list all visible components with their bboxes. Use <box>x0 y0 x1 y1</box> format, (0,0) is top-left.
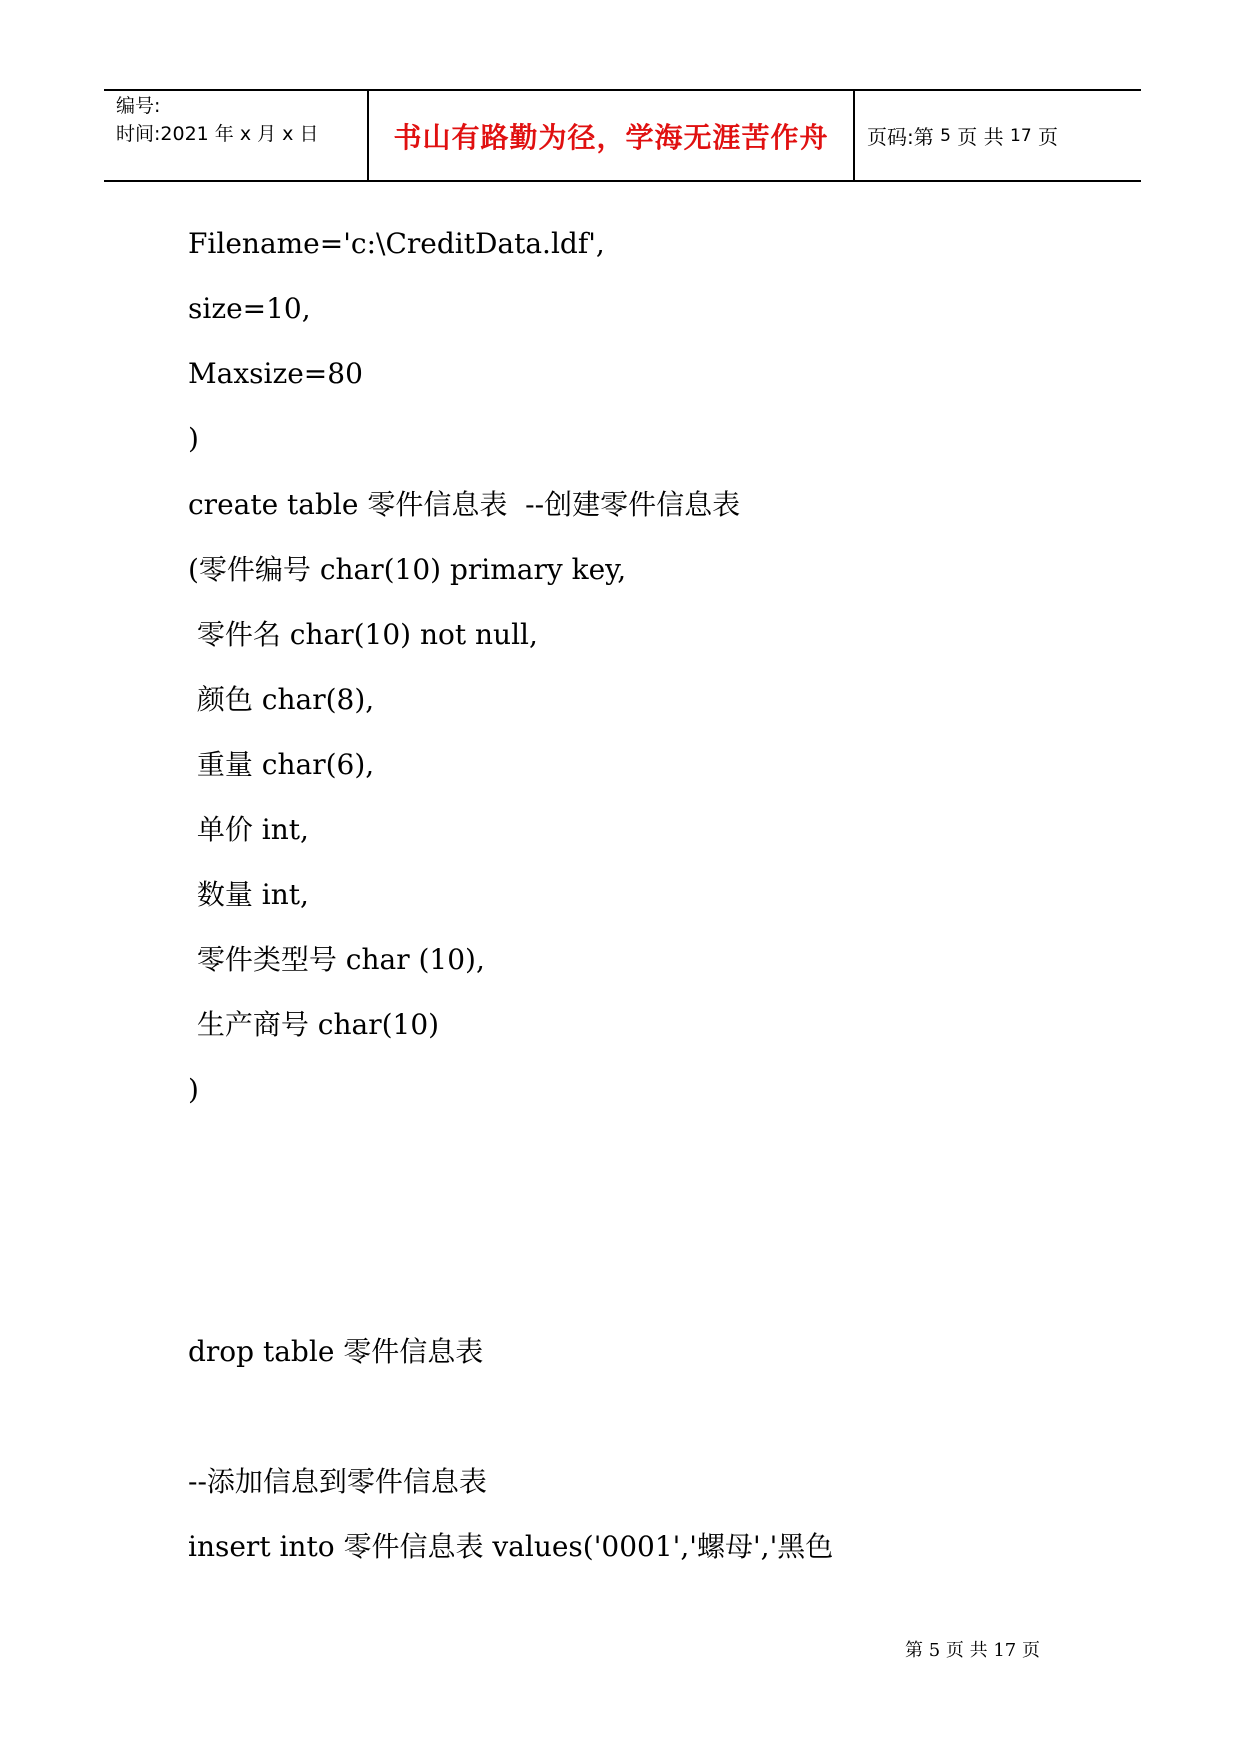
time-value: 2021 年 x 月 x 日 <box>160 123 319 145</box>
code-line: (零件编号 char(10) primary key, <box>188 553 627 586</box>
code-line: Maxsize=80 <box>188 357 363 390</box>
code-line: insert into 零件信息表 values('0001','螺母','黑色 <box>188 1530 834 1563</box>
header-meta <box>104 91 369 180</box>
code-line: create table 零件信息表 --创建零件信息表 <box>188 488 741 521</box>
code-line: size=10, <box>188 292 311 325</box>
code-line: 数量 int, <box>188 878 309 911</box>
code-line: 单价 int, <box>188 813 309 846</box>
code-line: drop table 零件信息表 <box>188 1335 484 1368</box>
header-motto: 书山有路勤为径，学海无涯苦作舟 <box>369 91 855 180</box>
page-current: 5 <box>940 125 951 146</box>
code-line: Filename='c:\CreditData.ldf', <box>188 227 605 260</box>
code-line: 重量 char(6), <box>188 748 375 781</box>
page-prefix: 第 <box>913 125 934 149</box>
header-page-info <box>855 91 1141 180</box>
code-line: ) <box>188 1073 199 1106</box>
document-time <box>116 121 318 147</box>
code-line: --添加信息到零件信息表 <box>188 1465 487 1498</box>
code-line: 颜色 char(8), <box>188 683 375 716</box>
page-suffix: 页 <box>1038 125 1059 149</box>
document-number-label: 编号: <box>116 95 161 117</box>
code-line: ) <box>188 422 199 455</box>
code-line: 生产商号 char(10) <box>188 1008 440 1041</box>
page-header <box>104 89 1141 182</box>
page-total: 17 <box>1010 125 1032 146</box>
page-mid: 页 共 <box>957 125 1004 149</box>
code-line: 零件名 char(10) not null, <box>188 618 538 651</box>
page-footer: 第 5 页 共 17 页 <box>905 1640 1040 1661</box>
time-label: 时间: <box>116 123 161 145</box>
code-line: 零件类型号 char (10), <box>188 943 485 976</box>
page-label: 页码: <box>867 125 914 149</box>
